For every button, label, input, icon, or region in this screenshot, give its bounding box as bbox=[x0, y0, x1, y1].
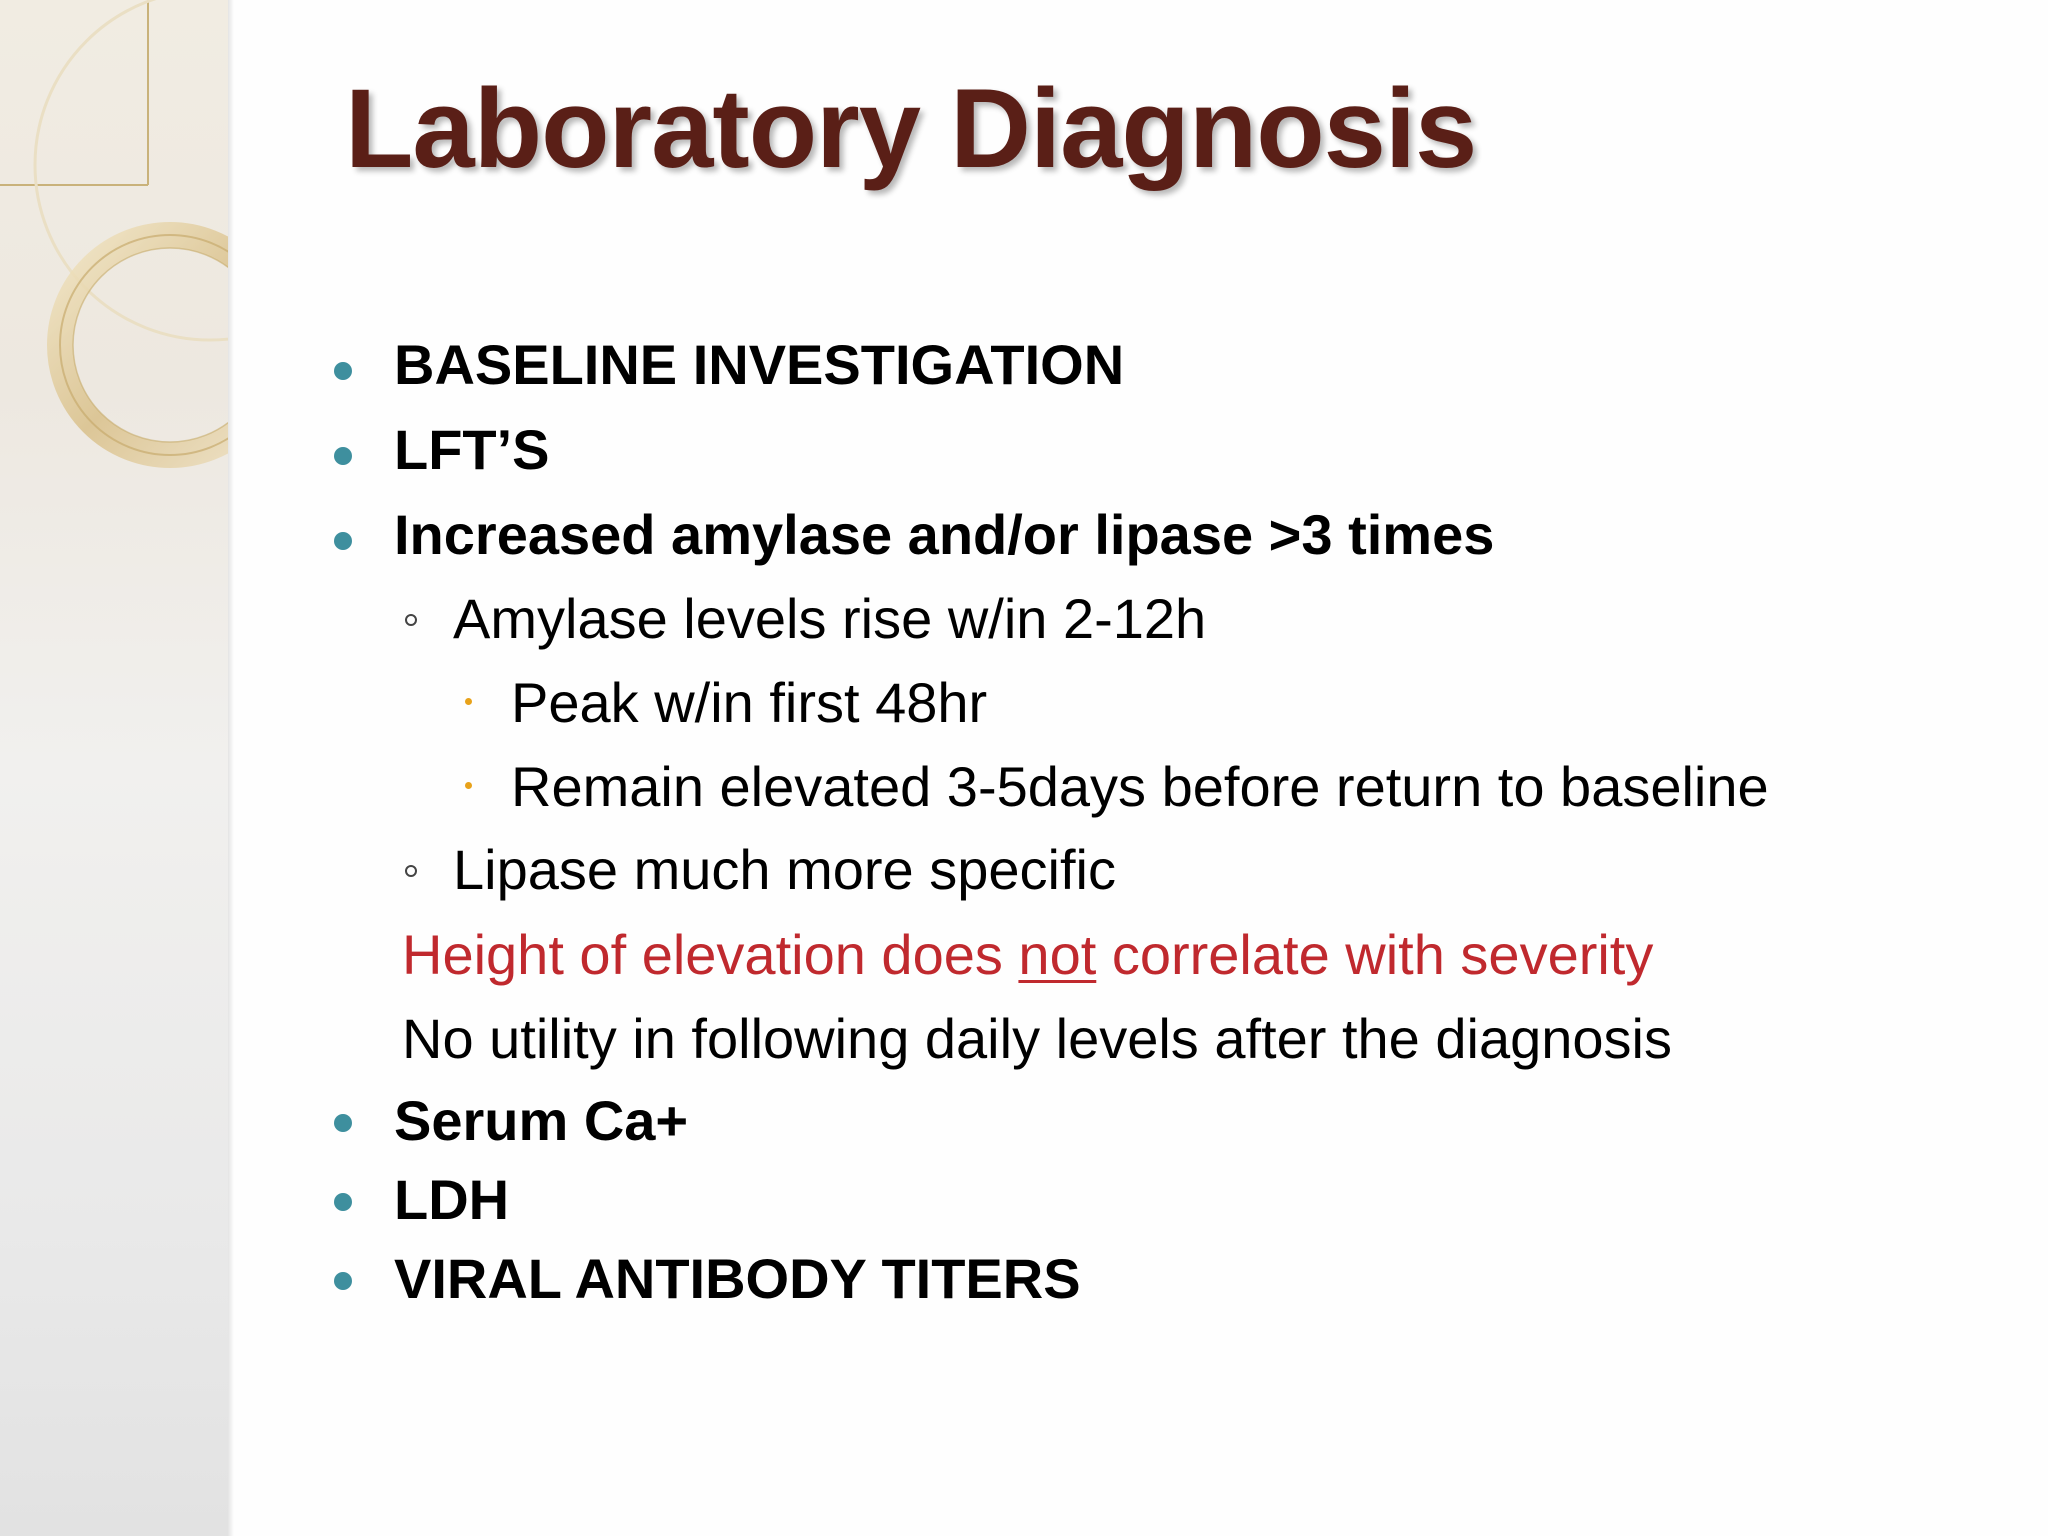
hollow-circle-bullet-icon bbox=[405, 614, 417, 626]
bullet-dot-icon bbox=[334, 1193, 352, 1211]
note-height-part1: Height of elevation does bbox=[402, 923, 1019, 986]
note-height-underlined: not bbox=[1018, 923, 1097, 986]
note-height-of-elevation bbox=[402, 922, 1653, 987]
sub-sub-bullet-peak: Peak w/in first 48hr bbox=[511, 671, 988, 734]
bullet-ldh: LDH bbox=[394, 1168, 510, 1231]
bullet-dot-icon bbox=[334, 447, 352, 465]
bullet-viral-antibody-titers: VIRAL ANTIBODY TITERS bbox=[394, 1247, 1081, 1310]
note-height-part2: correlate with severity bbox=[1096, 923, 1654, 986]
bullet-increased-amylase-lipase: Increased amylase and/or lipase >3 times bbox=[394, 503, 1495, 566]
slide-title: Laboratory Diagnosis bbox=[345, 66, 1477, 191]
hollow-circle-bullet-icon bbox=[405, 865, 417, 877]
note-no-utility: No utility in following daily levels after the diagnosis bbox=[402, 1007, 1672, 1070]
bullet-serum-ca: Serum Ca+ bbox=[394, 1089, 689, 1152]
bullet-lfts: LFT’S bbox=[394, 418, 550, 481]
side-band-edge bbox=[228, 0, 234, 1536]
sub-sub-bullet-remain-elevated: Remain elevated 3-5days before return to baseline bbox=[511, 755, 1769, 818]
orange-dot-bullet-icon bbox=[465, 782, 472, 789]
orange-dot-bullet-icon bbox=[465, 698, 472, 705]
bullet-dot-icon bbox=[334, 1272, 352, 1290]
sub-bullet-amylase-rise: Amylase levels rise w/in 2-12h bbox=[453, 587, 1207, 650]
bullet-baseline-investigation: BASELINE INVESTIGATION bbox=[394, 333, 1125, 396]
bullet-dot-icon bbox=[334, 1114, 352, 1132]
bullet-dot-icon bbox=[334, 362, 352, 380]
decorative-rings-graphic bbox=[0, 0, 228, 520]
sub-bullet-lipase-specific: Lipase much more specific bbox=[453, 838, 1116, 901]
bullet-dot-icon bbox=[334, 532, 352, 550]
